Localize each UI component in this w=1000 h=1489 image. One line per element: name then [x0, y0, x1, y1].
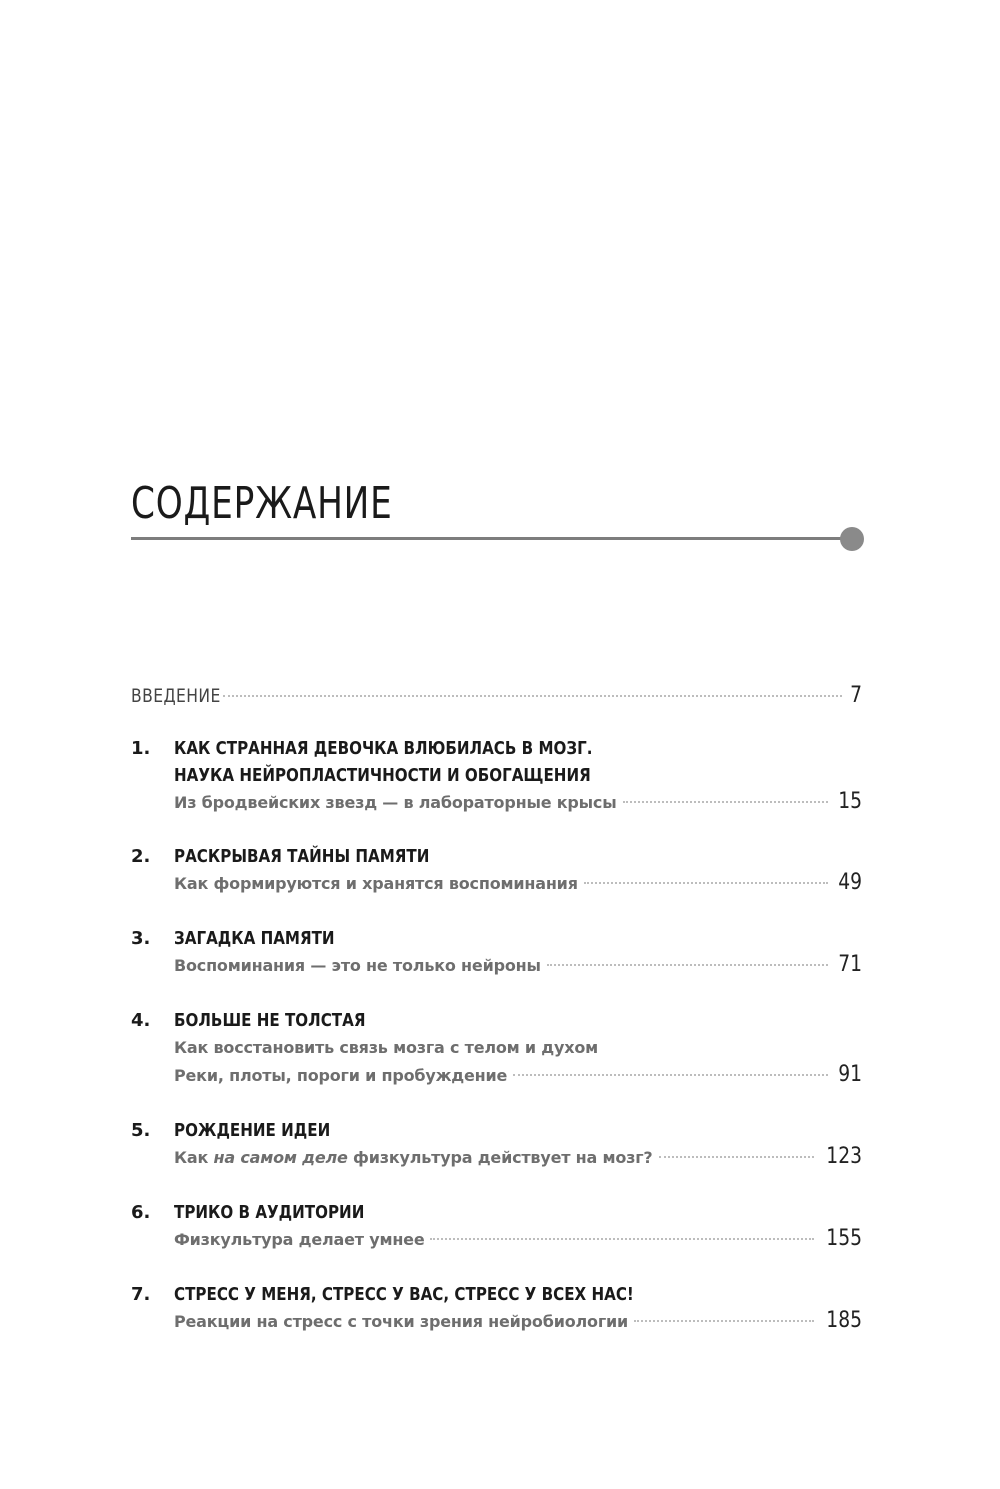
- chapter-subtitle: Реакции на стресс с точки зрения нейробиологии: [174, 1312, 628, 1331]
- toc-entry-chapter-5[interactable]: [131, 1117, 862, 1199]
- page-number: 71: [838, 952, 862, 977]
- toc-entry-chapter-7[interactable]: [131, 1281, 862, 1363]
- toc-entry-chapter-4[interactable]: [131, 1007, 862, 1117]
- intro-label: ВВЕДЕНИЕ: [131, 685, 221, 707]
- page-title: СОДЕРЖАНИЕ: [131, 478, 393, 529]
- subtitle-part: физкультура действует на мозг?: [347, 1148, 653, 1167]
- toc-entry-chapter-1[interactable]: [131, 735, 862, 843]
- chapter-number: 3.: [131, 928, 151, 949]
- chapter-number: 7.: [131, 1284, 151, 1305]
- toc-entry-intro[interactable]: [131, 683, 862, 717]
- toc-entry-chapter-6[interactable]: [131, 1199, 862, 1281]
- subtitle-emphasis: на самом деле: [213, 1148, 348, 1167]
- subtitle-part: Как: [174, 1148, 214, 1167]
- dot-leader: [634, 1320, 814, 1322]
- chapter-number: 2.: [131, 846, 151, 867]
- dot-leader: [623, 801, 829, 803]
- chapter-subtitle: Как восстановить связь мозга с телом и духом: [174, 1038, 599, 1057]
- page-number: 15: [838, 789, 862, 814]
- chapter-title: СТРЕСС У МЕНЯ, СТРЕСС У ВАС, СТРЕСС У ВСЕХ НАС!: [174, 1284, 634, 1305]
- chapter-subtitle: Из бродвейских звезд — в лабораторные крысы: [174, 793, 617, 812]
- chapter-subtitle: Реки, плоты, пороги и пробуждение: [174, 1066, 508, 1085]
- page-number: 7: [850, 683, 862, 708]
- dot-leader: [430, 1238, 814, 1240]
- chapter-subtitle: Воспоминания — это не только нейроны: [174, 956, 541, 975]
- dot-leader: [659, 1156, 814, 1158]
- chapter-title: ЗАГАДКА ПАМЯТИ: [174, 928, 335, 949]
- page-number: 155: [826, 1226, 862, 1251]
- page-number: 91: [838, 1062, 862, 1087]
- chapter-subtitle: Как формируются и хранятся воспоминания: [174, 874, 578, 893]
- toc-entry-chapter-2[interactable]: [131, 843, 862, 925]
- dot-leader: [223, 695, 842, 697]
- page-number: 185: [826, 1308, 862, 1333]
- chapter-number: 6.: [131, 1202, 151, 1223]
- chapter-number: 5.: [131, 1120, 151, 1141]
- chapter-title: ТРИКО В АУДИТОРИИ: [174, 1202, 365, 1223]
- chapter-title: БОЛЬШЕ НЕ ТОЛСТАЯ: [174, 1010, 366, 1031]
- page-number: 123: [826, 1144, 862, 1169]
- chapter-subtitle: Физкультура делает умнее: [174, 1230, 425, 1249]
- chapter-title: РОЖДЕНИЕ ИДЕИ: [174, 1120, 331, 1141]
- chapter-title: РАСКРЫВАЯ ТАЙНЫ ПАМЯТИ: [174, 846, 430, 867]
- table-of-contents: [131, 683, 862, 1363]
- dot-leader: [547, 964, 828, 966]
- title-rule-dot: [840, 527, 864, 551]
- page-number: 49: [838, 870, 862, 895]
- toc-entry-chapter-3[interactable]: [131, 925, 862, 1007]
- dot-leader: [584, 882, 828, 884]
- title-rule: [131, 537, 851, 540]
- chapter-number: 4.: [131, 1010, 151, 1031]
- chapter-subtitle: [174, 1144, 653, 1172]
- chapter-title: КАК СТРАННАЯ ДЕВОЧКА ВЛЮБИЛАСЬ В МОЗГ.: [174, 738, 593, 759]
- chapter-title: НАУКА НЕЙРОПЛАСТИЧНОСТИ И ОБОГАЩЕНИЯ: [174, 765, 591, 786]
- chapter-number: 1.: [131, 738, 151, 759]
- dot-leader: [513, 1074, 828, 1076]
